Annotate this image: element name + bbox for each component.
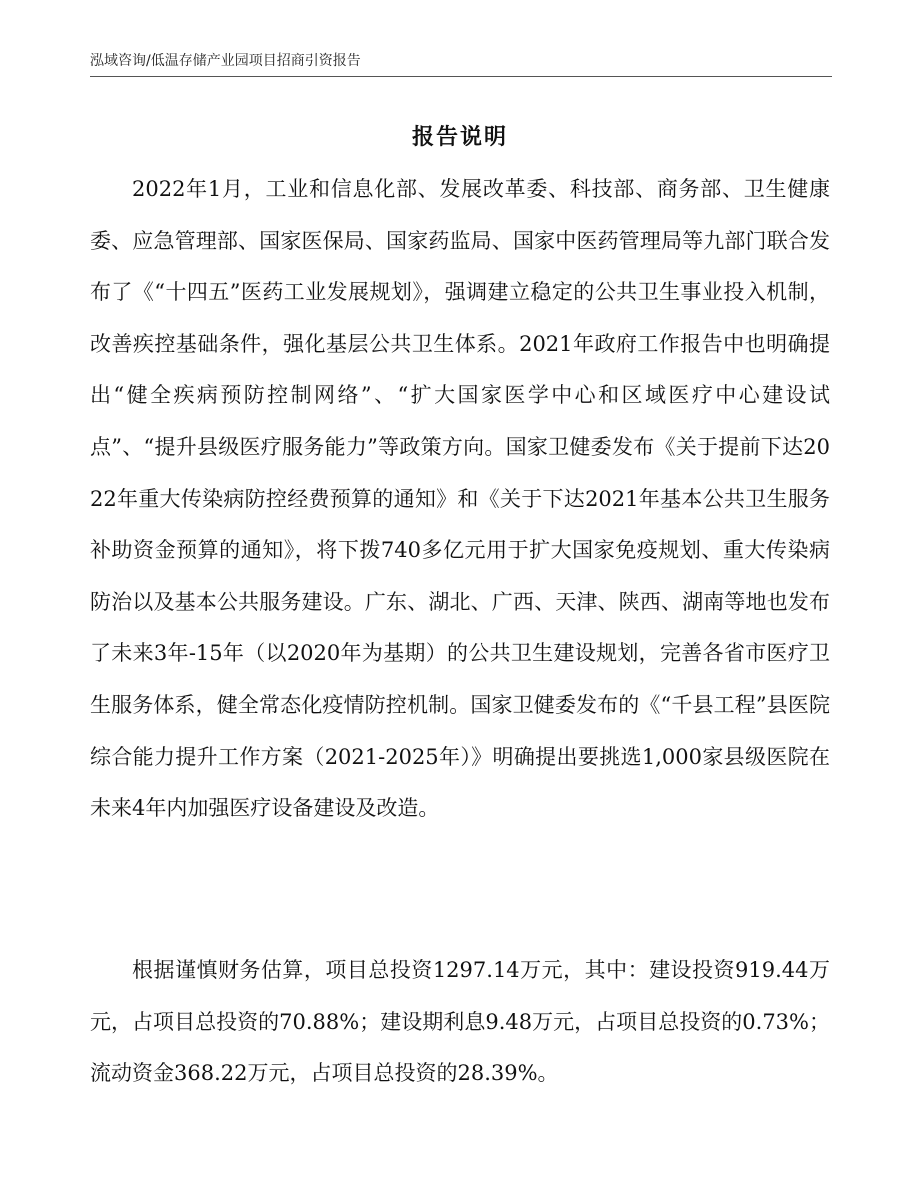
running-header: 泓域咨询/低温存储产业园项目招商引资报告 [90, 53, 361, 69]
body-paragraph: 2022年1月，工业和信息化部、发展改革委、科技部、商务部、卫生健康委、应急管理部、国家医保局、国家药监局、国家中医药管理局等九部门联合发布了《“十四五”医药工业发展规划》，强调建立稳定的公共卫生事业投入机制，改善疾控基础条件，强化基层公共卫生体系。2021年政府工作报告中也明确提出“健全疾病预防控制网络”、“扩大国家医学中心和区域医疗中心建设试点”、“提升县级医疗服务能力”等政策方向。国家卫健委发布《关于提前下达2022年重大传染病防控经费预算的通知》和《关于下达2021年基本公共卫生服务补助资金预算的通知》，将下拨740多亿元用于扩大国家免疫规划、重大传染病防治以及基本公共服务建设。广东、湖北、广西、天津、陕西、湖南等地也发布了未来3年-15年（以2020年为基期）的公共卫生建设规划，完善各省市医疗卫生服务体系，健全常态化疫情防控机制。国家卫健委发布的《“千县工程”县医院综合能力提升工作方案（2021-2025年）》明确提出要挑选1,000家县级医院在未来4年内加强医疗设备建设及改造。 [90, 177, 830, 821]
body-paragraph: 根据谨慎财务估算，项目总投资1297.14万元，其中：建设投资919.44万元，占项目总投资的70.88%；建设期利息9.48万元，占项目总投资的0.73%；流动资金368.22万元，占项目总投资的28.39%。 [90, 958, 830, 1086]
page-title: 报告说明 [411, 124, 508, 150]
header-divider [90, 76, 832, 77]
